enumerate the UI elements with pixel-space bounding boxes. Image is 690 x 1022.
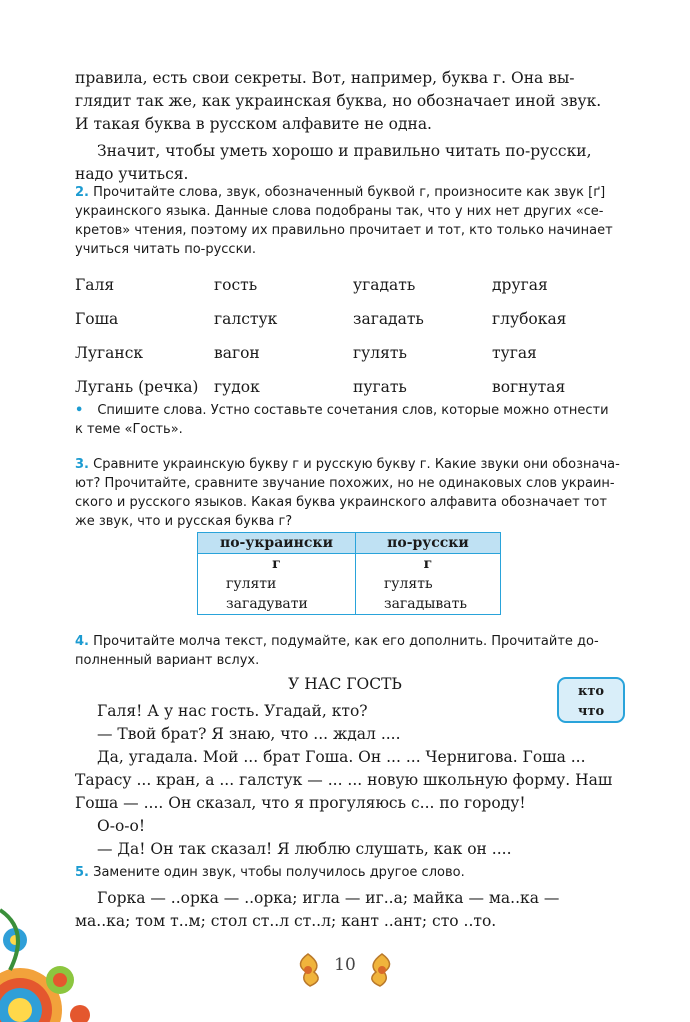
task-number: 2.	[75, 185, 89, 200]
exercise-line: Горка — ..орка — ..орка; игла — иг..а; майка — ма..ка —	[97, 889, 560, 907]
intro-line: правила, есть свои секреты. Вот, например, буква г. Она вы-	[75, 69, 575, 87]
story-line: — Твой брат? Я знаю, что ... ждал ....	[97, 725, 401, 743]
task-5-instructions	[75, 863, 627, 882]
task-number: 5.	[75, 865, 89, 880]
task-text: ют? Прочитайте, сравните звучание похожих, но не одинаковых слов украин-	[75, 476, 615, 491]
word: Галя	[75, 276, 115, 294]
task-text: полненный вариант вслух.	[75, 653, 260, 668]
exercise-line: ма..ка; том т..м; стол ст..л ст..л; кант ..ант; сто ..то.	[75, 912, 497, 930]
task-text: Прочитайте молча текст, подумайте, как его дополнить. Прочитайте до-	[93, 634, 599, 649]
word: загадать	[353, 310, 424, 328]
word: глубокая	[492, 310, 567, 328]
task-2-instructions	[75, 183, 627, 259]
word: угадать	[353, 276, 416, 294]
word: пугать	[353, 378, 407, 396]
ornament-left-icon	[288, 950, 328, 990]
story-line: — Да! Он так сказал! Я люблю слушать, как он ....	[97, 840, 512, 858]
table-cell: г	[198, 554, 356, 575]
word: Луганск	[75, 344, 144, 362]
story-line: Галя! А у нас гость. Угадай, кто?	[97, 702, 368, 720]
story-title: У НАС ГОСТЬ	[288, 675, 402, 693]
corner-ornament-icon	[0, 880, 110, 1022]
table-cell: загадувати	[198, 594, 356, 615]
word-row	[75, 336, 635, 370]
intro-line: И такая буква в русском алфавите не одна.	[75, 115, 432, 133]
word-row	[75, 370, 635, 404]
word: другая	[492, 276, 548, 294]
task-number: 4.	[75, 634, 89, 649]
task-number: 3.	[75, 457, 89, 472]
word-list	[75, 268, 635, 404]
task-text: учиться читать по-русски.	[75, 242, 257, 257]
intro-line: глядит так же, как украинская буква, но обозначает иной звук.	[75, 92, 602, 110]
word: тугая	[492, 344, 537, 362]
table-cell: гуляти	[198, 574, 356, 594]
hint-word: кто	[577, 684, 605, 699]
table-row	[198, 594, 501, 615]
story-line: Гоша — .... Он сказал, что я прогуляюсь с... по городу!	[75, 794, 526, 812]
task-5-exercise	[75, 887, 627, 933]
table-cell: загадывать	[355, 594, 500, 615]
column-header: по-русски	[355, 533, 500, 554]
ornament-right-icon	[362, 950, 402, 990]
word: гость	[214, 276, 258, 294]
story-line: О-о-о!	[97, 817, 146, 835]
word: Лугань (речка)	[75, 378, 199, 396]
word-row	[75, 268, 635, 302]
story-line: Да, угадала. Мой ... брат Гоша. Он ... ... Чернигова. Гоша ...	[97, 748, 586, 766]
bullet-icon: •	[75, 403, 84, 418]
task-3-instructions	[75, 455, 627, 531]
story-line: Тарасу ... кран, а ... галстук — ... ... новую школьную форму. Наш	[75, 771, 613, 789]
task-text: же звук, что и русская буква г?	[75, 514, 293, 529]
hint-word: что	[577, 704, 605, 719]
task-4-instructions	[75, 632, 627, 670]
task-text: украинского языка. Данные слова подобраны так, что у них нет других «се-	[75, 204, 604, 219]
table-cell: г	[355, 554, 500, 575]
table-row	[198, 554, 501, 575]
intro-line: надо учиться.	[75, 165, 189, 183]
word: вагон	[214, 344, 260, 362]
intro-line: Значит, чтобы уметь хорошо и правильно читать по-русски,	[97, 142, 592, 160]
word: Гоша	[75, 310, 119, 328]
task-2-note	[75, 401, 627, 439]
column-header: по-украински	[198, 533, 356, 554]
task-text: ского и русского языков. Какая буква украинского алфавита обозначает тот	[75, 495, 607, 510]
page-number: 10	[334, 955, 356, 975]
comparison-table	[197, 532, 501, 615]
task-text: кретов» чтения, поэтому их правильно прочитает и тот, кто только начинает	[75, 223, 613, 238]
story-text	[75, 700, 627, 861]
table-row	[198, 574, 501, 594]
task-text: Сравните украинскую букву г и русскую букву г. Какие звуки они обознача-	[93, 457, 620, 472]
word: вогнутая	[492, 378, 566, 396]
note-text: к теме «Гость».	[75, 422, 183, 437]
word: гулять	[353, 344, 407, 362]
table-header-row	[198, 533, 501, 554]
word: галстук	[214, 310, 278, 328]
word-row	[75, 302, 635, 336]
word: гудок	[214, 378, 260, 396]
note-text: Спишите слова. Устно составьте сочетания слов, которые можно отнести	[97, 403, 609, 418]
table-cell: гулять	[355, 574, 500, 594]
task-text: Замените один звук, чтобы получилось другое слово.	[93, 865, 465, 880]
intro-paragraph	[75, 67, 627, 186]
task-text: Прочитайте слова, звук, обозначенный буквой г, произносите как звук [ґ]	[93, 185, 606, 200]
